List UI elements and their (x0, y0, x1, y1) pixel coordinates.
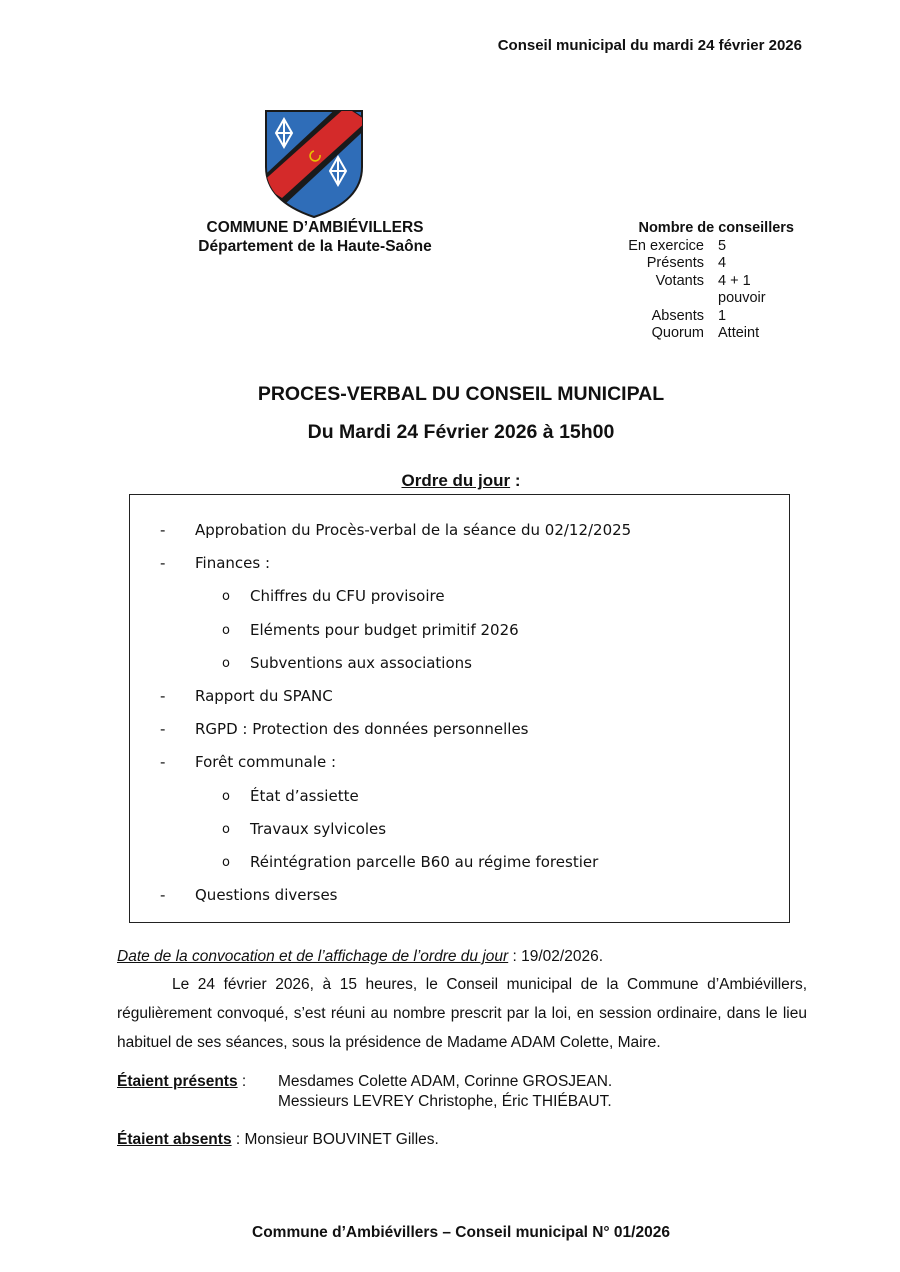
count-row (600, 255, 820, 273)
count-label: Présents (646, 255, 704, 271)
count-label: Quorum (651, 325, 704, 341)
page-footer: Commune d’Ambiévillers – Conseil municipal N° 01/2026 (252, 1224, 670, 1241)
present-block (117, 1072, 613, 1110)
agenda-heading-label: Ordre du jour (401, 471, 511, 490)
agenda-item (160, 687, 780, 720)
count-row (600, 290, 820, 308)
agenda-subitem (160, 787, 780, 820)
agenda-item-text: Eléments pour budget primitif 2026 (250, 620, 519, 639)
agenda-item-text: Questions diverses (195, 886, 338, 905)
convocation-line (117, 942, 807, 971)
agenda-subitem (160, 853, 780, 886)
dash-bullet: - (160, 521, 166, 539)
dash-bullet: - (160, 886, 166, 905)
councillor-counts (600, 220, 820, 343)
count-value: 5 (718, 237, 727, 254)
circle-bullet: o (222, 854, 230, 870)
absent-block (117, 1131, 439, 1149)
agenda-item-text: Réintégration parcelle B60 au régime forestier (250, 852, 599, 871)
convocation-label: Date de la convocation et de l’affichage de l’ordre du jour (117, 948, 509, 965)
count-row (600, 238, 820, 256)
agenda-item (160, 886, 780, 919)
count-label: Absents (651, 307, 704, 324)
agenda-item-text: État d’assiette (250, 786, 359, 805)
count-value: 4 (718, 255, 727, 271)
agenda-subitem (160, 587, 780, 620)
count-value: 1 (718, 307, 727, 324)
present-line: Messieurs LEVREY Christophe, Éric THIÉBAUT. (278, 1092, 612, 1110)
session-paragraph: Le 24 février 2026, à 15 heures, le Conseil municipal de la Commune d’Ambiévillers, régulièrement convoqué, s’est réuni au nombre prescrit par la loi, en session ordinaire, dans le lieu habituel de ses séances, sous la présidence de Madame ADAM Colette, Maire. (117, 976, 807, 1051)
agenda-item-text: Approbation du Procès-verbal de la séance du 02/12/2025 (195, 521, 632, 539)
count-label: Votants (655, 272, 704, 289)
document-subtitle: Du Mardi 24 Février 2026 à 15h00 (307, 421, 615, 443)
agenda-item (160, 720, 780, 753)
dash-bullet: - (160, 720, 166, 739)
agenda-heading-suffix: : (510, 471, 521, 490)
department-name: Département de la Haute-Saône (198, 238, 432, 255)
circle-bullet: o (222, 655, 230, 671)
agenda-item-text: Travaux sylvicoles (250, 819, 387, 838)
agenda-item-text: Subventions aux associations (250, 653, 472, 672)
count-value: 4 + 1 (718, 272, 751, 289)
commune-name: COMMUNE D’AMBIÉVILLERS (206, 219, 424, 236)
agenda-list (160, 521, 780, 919)
agenda-item-text: Rapport du SPANC (195, 686, 333, 705)
convocation-date: : 19/02/2026. (508, 948, 604, 965)
count-row (600, 273, 820, 291)
agenda-item (160, 554, 780, 587)
absent-label: Étaient absents (117, 1131, 232, 1148)
agenda-item (160, 753, 780, 786)
meeting-header: Conseil municipal du mardi 24 février 2026 (497, 37, 802, 54)
document-title: PROCES-VERBAL DU CONSEIL MUNICIPAL (257, 383, 665, 405)
present-line: Mesdames Colette ADAM, Corinne GROSJEAN. (278, 1073, 613, 1090)
present-sep: : (237, 1073, 247, 1090)
agenda-item-text: RGPD : Protection des données personnelles (195, 720, 529, 739)
dash-bullet: - (160, 686, 166, 705)
agenda-subitem (160, 654, 780, 687)
count-value: Atteint (718, 325, 760, 341)
agenda-item-text: Chiffres du CFU provisoire (250, 587, 445, 606)
present-names (278, 1072, 678, 1111)
circle-bullet: o (222, 589, 230, 605)
circle-bullet: o (222, 622, 230, 638)
agenda-subitem (160, 820, 780, 853)
circle-bullet: o (222, 821, 230, 837)
coat-of-arms-icon (264, 109, 364, 219)
present-label: Étaient présents (117, 1073, 238, 1090)
count-row (600, 308, 820, 326)
agenda-heading (0, 471, 900, 491)
agenda-item-text: Finances : (195, 554, 271, 573)
absent-names: : Monsieur BOUVINET Gilles. (231, 1131, 439, 1148)
count-label: En exercice (628, 237, 704, 254)
agenda-item (160, 521, 780, 554)
circle-bullet: o (222, 788, 230, 804)
count-extra: pouvoir (718, 290, 766, 306)
agenda-subitem (160, 621, 780, 654)
dash-bullet: - (160, 753, 166, 772)
counts-title: Nombre de conseillers (638, 220, 794, 236)
commune-block (150, 218, 480, 256)
dash-bullet: - (160, 554, 166, 573)
agenda-item-text: Forêt communale : (195, 753, 337, 772)
count-row (600, 325, 820, 343)
